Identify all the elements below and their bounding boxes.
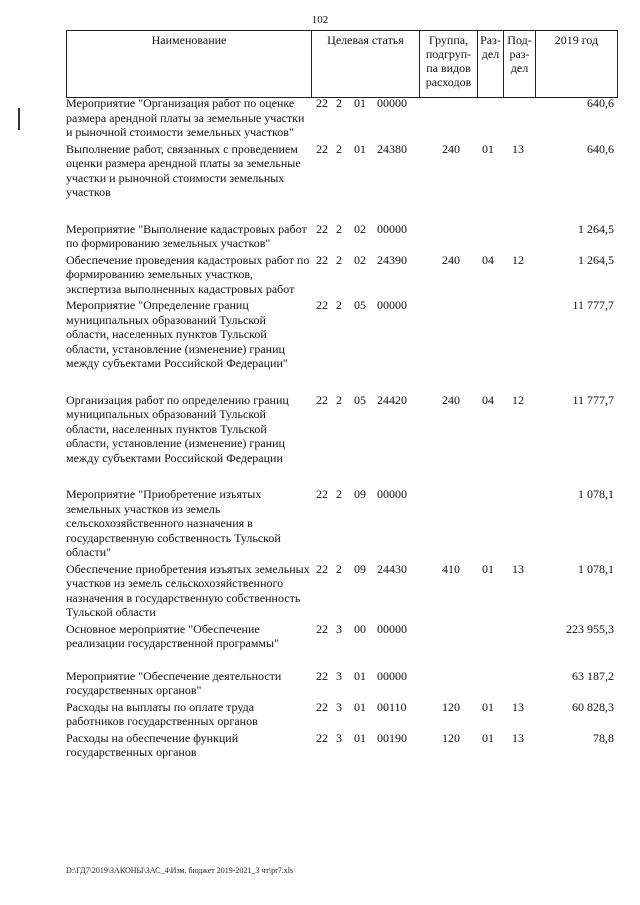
table-row bbox=[66, 298, 618, 371]
table-row bbox=[66, 731, 618, 760]
table-row bbox=[66, 222, 618, 251]
row-t2: 3 bbox=[336, 699, 342, 714]
row-group: 240 bbox=[442, 392, 460, 407]
header-subsection: Под-раз-дел bbox=[503, 31, 535, 97]
row-group: 410 bbox=[442, 561, 460, 576]
row-t3: 09 bbox=[354, 487, 366, 501]
row-t2: 2 bbox=[336, 252, 342, 267]
table-row bbox=[66, 393, 618, 466]
row-t4: 24390 bbox=[377, 252, 407, 267]
row-t1: 22 bbox=[316, 668, 328, 683]
row-subsection: 13 bbox=[512, 561, 524, 576]
row-t2: 2 bbox=[336, 487, 342, 501]
row-value: 63 187,2 bbox=[572, 668, 614, 683]
row-t3: 02 bbox=[354, 221, 366, 236]
table-row bbox=[66, 562, 618, 620]
header-name: Наименование bbox=[66, 31, 311, 97]
header-target: Целевая статья bbox=[311, 31, 419, 97]
row-group: 240 bbox=[442, 141, 460, 156]
table-body bbox=[66, 96, 618, 762]
row-value: 11 777,7 bbox=[572, 298, 614, 312]
row-group: 240 bbox=[442, 252, 460, 267]
row-t2: 2 bbox=[336, 141, 342, 156]
margin-mark bbox=[18, 108, 20, 130]
file-path-footer: D:\ГД7\2019\ЗАКОНЫ\ЗАС_4\Изм. бюджет 2019-2021_3 чт\pr7.xls bbox=[66, 866, 294, 875]
row-t4: 00190 bbox=[377, 730, 407, 745]
row-t4: 24430 bbox=[377, 561, 407, 576]
row-name: Обеспечение проведения кадастровых работ по формированию земельных участков, экспертиза выполненных кадастровых работ bbox=[66, 252, 310, 296]
row-value: 223 955,3 bbox=[566, 621, 614, 636]
row-t2: 2 bbox=[336, 221, 342, 236]
row-name: Мероприятие "Определение границ муниципальных образований Тульской области, населенных пунктов Тульской области, установление (изменение) границ между субъектами Российской Федерации" bbox=[66, 298, 288, 370]
row-name: Основное мероприятие "Обеспечение реализации государственной программы" bbox=[66, 621, 279, 650]
row-t2: 3 bbox=[336, 730, 342, 745]
row-t3: 01 bbox=[354, 141, 366, 156]
row-value: 1 078,1 bbox=[578, 487, 614, 501]
page-number: 102 bbox=[311, 14, 329, 26]
row-subsection: 13 bbox=[512, 699, 524, 714]
table-row bbox=[66, 96, 618, 140]
row-value: 11 777,7 bbox=[572, 392, 614, 407]
row-t4: 00000 bbox=[377, 298, 407, 312]
table-row bbox=[66, 487, 618, 560]
table-row bbox=[66, 142, 618, 200]
header-year: 2019 год bbox=[535, 31, 618, 97]
row-name: Обеспечение приобретения изъятых земельных участков из земель сельскохозяйственного назначения в государственную собственность Тульской области bbox=[66, 561, 310, 619]
row-t1: 22 bbox=[316, 392, 328, 407]
header-group: Группа, подгруп-па видов расходов bbox=[419, 31, 477, 97]
row-t1: 22 bbox=[316, 621, 328, 636]
row-t3: 01 bbox=[354, 668, 366, 683]
row-t2: 2 bbox=[336, 298, 342, 312]
row-subsection: 13 bbox=[512, 730, 524, 745]
row-name: Мероприятие "Выполнение кадастровых работ по формированию земельных участков" bbox=[66, 221, 307, 250]
row-value: 78,8 bbox=[593, 730, 614, 745]
row-t3: 01 bbox=[354, 699, 366, 714]
row-t1: 22 bbox=[316, 252, 328, 267]
row-t1: 22 bbox=[316, 141, 328, 156]
table-row bbox=[66, 253, 618, 297]
row-section: 04 bbox=[482, 252, 494, 267]
table-row bbox=[66, 700, 618, 729]
row-name: Расходы на выплаты по оплате труда работников государственных органов bbox=[66, 699, 258, 728]
row-value: 1 264,5 bbox=[578, 252, 614, 267]
row-subsection: 13 bbox=[512, 141, 524, 156]
row-name: Мероприятие "Обеспечение деятельности государственных органов" bbox=[66, 668, 282, 697]
row-t4: 24380 bbox=[377, 141, 407, 156]
row-t1: 22 bbox=[316, 561, 328, 576]
row-section: 01 bbox=[482, 730, 494, 745]
row-value: 640,6 bbox=[587, 96, 614, 110]
row-t1: 22 bbox=[316, 730, 328, 745]
row-t3: 09 bbox=[354, 561, 366, 576]
row-section: 01 bbox=[482, 561, 494, 576]
table-row bbox=[66, 669, 618, 698]
row-t3: 01 bbox=[354, 730, 366, 745]
row-section: 01 bbox=[482, 141, 494, 156]
row-name: Мероприятие "Организация работ по оценке размера арендной платы за земельные участки и рыночной стоимости земельных участков" bbox=[66, 96, 305, 139]
row-group: 120 bbox=[442, 730, 460, 745]
row-subsection: 12 bbox=[512, 392, 524, 407]
table-row bbox=[66, 622, 618, 651]
row-section: 04 bbox=[482, 392, 494, 407]
row-name: Выполнение работ, связанных с проведением оценки размера арендной платы за земельные участки и рыночной стоимости земельных участков bbox=[66, 141, 301, 199]
row-name: Организация работ по определению границ муниципальных образований Тульской области, населенных пунктов Тульской области, установление (изменение) границ между субъектами Российской Федерации bbox=[66, 392, 289, 465]
row-t2: 3 bbox=[336, 621, 342, 636]
row-t2: 2 bbox=[336, 561, 342, 576]
row-t4: 00000 bbox=[377, 487, 407, 501]
header-section: Раз-дел bbox=[477, 31, 503, 97]
row-value: 1 264,5 bbox=[578, 221, 614, 236]
row-name: Расходы на обеспечение функций государственных органов bbox=[66, 730, 239, 759]
row-value: 640,6 bbox=[587, 141, 614, 156]
row-subsection: 12 bbox=[512, 252, 524, 267]
row-t3: 05 bbox=[354, 392, 366, 407]
row-t2: 3 bbox=[336, 668, 342, 683]
row-t4: 00000 bbox=[377, 221, 407, 236]
row-t4: 00110 bbox=[377, 699, 407, 714]
row-t1: 22 bbox=[316, 221, 328, 236]
row-name: Мероприятие "Приобретение изъятых земельных участков из земель сельскохозяйственного назначения в государственную собственность Тульской области" bbox=[66, 487, 281, 559]
row-t4: 00000 bbox=[377, 621, 407, 636]
row-t2: 2 bbox=[336, 96, 342, 110]
row-t4: 00000 bbox=[377, 668, 407, 683]
row-t1: 22 bbox=[316, 298, 328, 312]
row-t3: 00 bbox=[354, 621, 366, 636]
row-value: 1 078,1 bbox=[578, 561, 614, 576]
row-t1: 22 bbox=[316, 699, 328, 714]
row-value: 60 828,3 bbox=[572, 699, 614, 714]
row-section: 01 bbox=[482, 699, 494, 714]
row-t4: 24420 bbox=[377, 392, 407, 407]
row-t3: 05 bbox=[354, 298, 366, 312]
row-t2: 2 bbox=[336, 392, 342, 407]
row-group: 120 bbox=[442, 699, 460, 714]
row-t3: 02 bbox=[354, 252, 366, 267]
row-t1: 22 bbox=[316, 487, 328, 501]
row-t4: 00000 bbox=[377, 96, 407, 110]
row-t1: 22 bbox=[316, 96, 328, 110]
table-header bbox=[66, 30, 618, 98]
row-t3: 01 bbox=[354, 96, 366, 110]
